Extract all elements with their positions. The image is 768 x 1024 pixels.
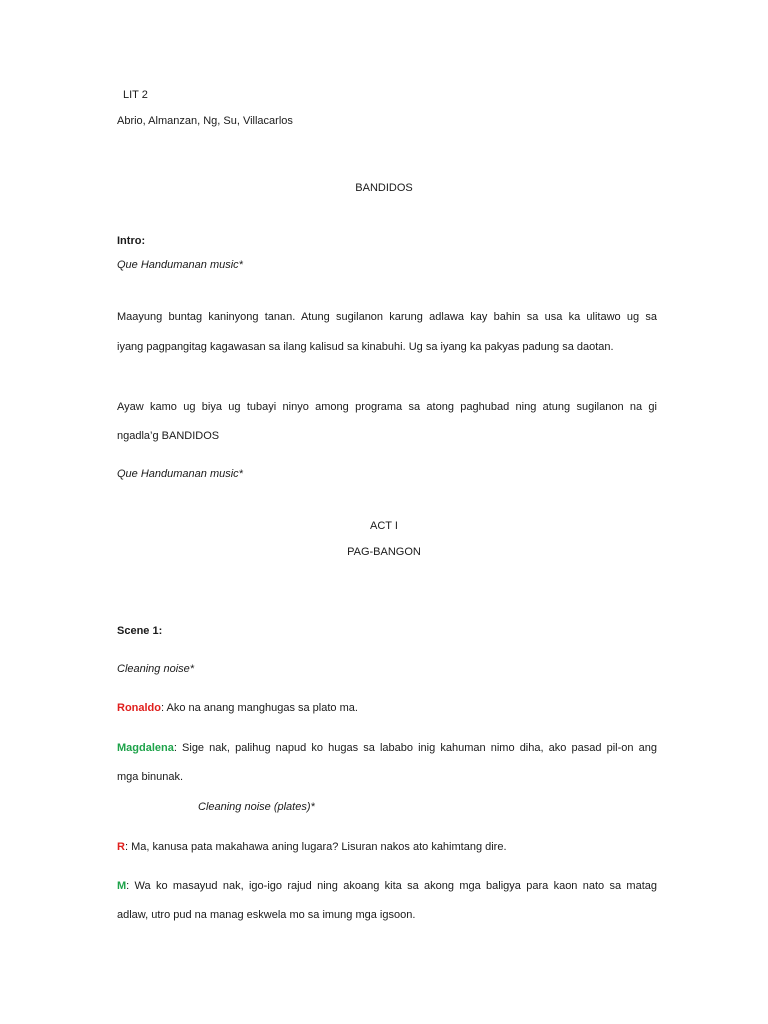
speaker-name: Magdalena (117, 742, 174, 754)
dialogue-text: : Wa ko masayud nak, igo-igo rajud ning akoang kita sa akong mga baligya para kaon nato sa matag (126, 880, 657, 892)
play-title: BANDIDOS (355, 182, 413, 194)
dialogue-line (117, 840, 507, 854)
dialogue-continuation: mga binunak. (117, 771, 184, 783)
dialogue-line (117, 879, 657, 893)
sound-cue: Cleaning noise* (117, 663, 195, 675)
scene-heading: Scene 1: (117, 625, 163, 637)
author-list: Abrio, Almanzan, Ng, Su, Villacarlos (117, 115, 293, 127)
intro-heading: Intro: (117, 235, 146, 247)
intro-paragraph-1-line-2: iyang pagpangitag kagawasan sa ilang kalisud sa kinabuhi. Ug sa iyang ka pakyas padung sa daotan. (117, 341, 614, 353)
dialogue-line (117, 701, 358, 715)
dialogue-line (117, 741, 657, 755)
dialogue-text: : Ako na anang manghugas sa plato ma. (161, 702, 358, 714)
dialogue-text: : Sige nak, palihug napud ko hugas sa lababo inig kahuman nimo diha, ako pasad pil-on ang (173, 742, 657, 754)
act-number: ACT I (370, 520, 398, 532)
speaker-name: M (117, 880, 127, 892)
dialogue-text: : Ma, kanusa pata makahawa aning lugara? Lisuran nakos ato kahimtang dire. (124, 841, 507, 853)
dialogue-continuation: adlaw, utro pud na manag eskwela mo sa imung mga igsoon. (117, 909, 416, 921)
speaker-name: R (117, 841, 125, 853)
intro-paragraph-2-line-2: ngadla’g BANDIDOS (117, 430, 220, 442)
speaker-name: Ronaldo (117, 702, 161, 714)
music-cue: Que Handumanan music* (117, 468, 243, 480)
intro-paragraph-1-line-1: Maayung buntag kaninyong tanan. Atung sugilanon karung adlawa kay bahin sa usa ka ulitawo ug sa (117, 311, 657, 323)
act-name: PAG-BANGON (347, 546, 421, 558)
music-cue: Que Handumanan music* (117, 259, 243, 271)
intro-paragraph-2-line-1: Ayaw kamo ug biya ug tubayi ninyo among programa sa atong paghubad ning atung sugilanon na gi (117, 401, 657, 413)
course-code: LIT 2 (123, 89, 148, 101)
sound-cue: Cleaning noise (plates)* (198, 801, 315, 813)
